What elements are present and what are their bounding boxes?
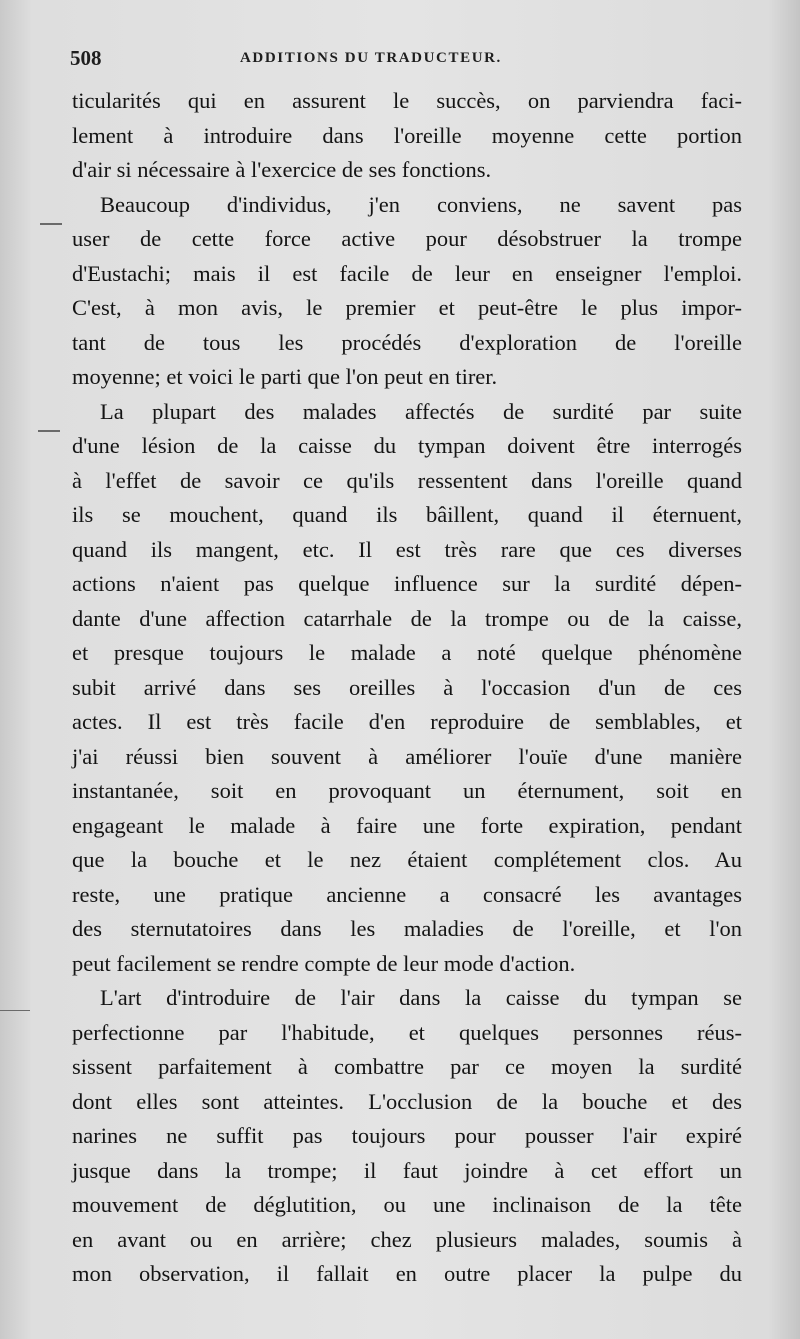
text-line: reste, une pratique ancienne a consacré les avantages [72, 881, 742, 907]
text-line: sissent parfaitement à combattre par ce moyen la surdité [72, 1054, 742, 1079]
margin-mark [38, 430, 60, 432]
text-line: lement à introduire dans l'oreille moyenne cette portion [72, 122, 742, 148]
text-line: narines ne suffit pas toujours pour pousser l'air expiré [72, 1123, 742, 1148]
text-line: L'art d'introduire de l'air dans la caisse du tympan se [100, 985, 742, 1010]
text-line: C'est, à mon avis, le premier et peut-être le plus impor- [72, 295, 742, 320]
text-line: peut facilement se rendre compte de leur mode d'action. [72, 950, 576, 976]
body-text [72, 84, 742, 1292]
paragraph [72, 84, 742, 188]
text-line: en avant ou en arrière; chez plusieurs malades, soumis à [72, 1226, 742, 1252]
text-line: ticularités qui en assurent le succès, on parviendra faci- [72, 88, 742, 113]
text-line: subit arrivé dans ses oreilles à l'occasion d'un de ces [72, 674, 742, 700]
text-line: j'ai réussi bien souvent à améliorer l'ouïe d'une manière [72, 743, 742, 769]
margin-mark [0, 1010, 30, 1011]
text-line: jusque dans la trompe; il faut joindre à cet effort un [72, 1157, 742, 1183]
text-line: actes. Il est très facile d'en reproduire de semblables, et [72, 709, 742, 734]
text-line: tant de tous les procédés d'exploration de l'oreille [72, 329, 742, 355]
text-line: instantanée, soit en provoquant un éternument, soit en [72, 778, 742, 803]
text-line: user de cette force active pour désobstruer la trompe [72, 226, 742, 251]
text-line: dont elles sont atteintes. L'occlusion de la bouche et des [72, 1088, 742, 1114]
text-line: perfectionne par l'habitude, et quelques personnes réus- [72, 1019, 742, 1045]
page-number: 508 [70, 46, 102, 70]
text-line: mouvement de déglutition, ou une inclinaison de la tête [72, 1192, 742, 1217]
text-line: La plupart des malades affectés de surdité par suite [100, 398, 742, 424]
text-line: des sternutatoires dans les maladies de l'oreille, et l'on [72, 916, 742, 941]
text-line: d'air si nécessaire à l'exercice de ses fonctions. [72, 157, 492, 182]
running-head [70, 46, 740, 76]
running-head-title: ADDITIONS DU TRADUCTEUR. [240, 50, 502, 66]
text-line: actions n'aient pas quelque influence sur la surdité dépen- [72, 571, 742, 596]
text-line: ils se mouchent, quand ils bâillent, quand il éternuent, [72, 502, 742, 527]
text-line: à l'effet de savoir ce qu'ils ressentent dans l'oreille quand [72, 467, 742, 493]
paragraph [72, 188, 742, 395]
text-line: d'une lésion de la caisse du tympan doivent être interrogés [72, 433, 742, 458]
text-line: dante d'une affection catarrhale de la trompe ou de la caisse, [72, 605, 742, 631]
text-line: que la bouche et le nez étaient complétement clos. Au [72, 847, 742, 872]
text-line: mon observation, il fallait en outre placer la pulpe du [72, 1261, 742, 1286]
text-line: engageant le malade à faire une forte expiration, pendant [72, 812, 742, 838]
text-line: moyenne; et voici le parti que l'on peut en tirer. [72, 364, 498, 389]
text-line: et presque toujours le malade a noté quelque phénomène [72, 640, 742, 665]
paragraph [72, 395, 742, 982]
margin-mark [40, 223, 62, 225]
text-line: d'Eustachi; mais il est facile de leur en enseigner l'emploi. [72, 260, 742, 286]
text-line: quand ils mangent, etc. Il est très rare que ces diverses [72, 536, 742, 562]
text-line: Beaucoup d'individus, j'en conviens, ne savent pas [100, 191, 742, 217]
paragraph [72, 981, 742, 1292]
